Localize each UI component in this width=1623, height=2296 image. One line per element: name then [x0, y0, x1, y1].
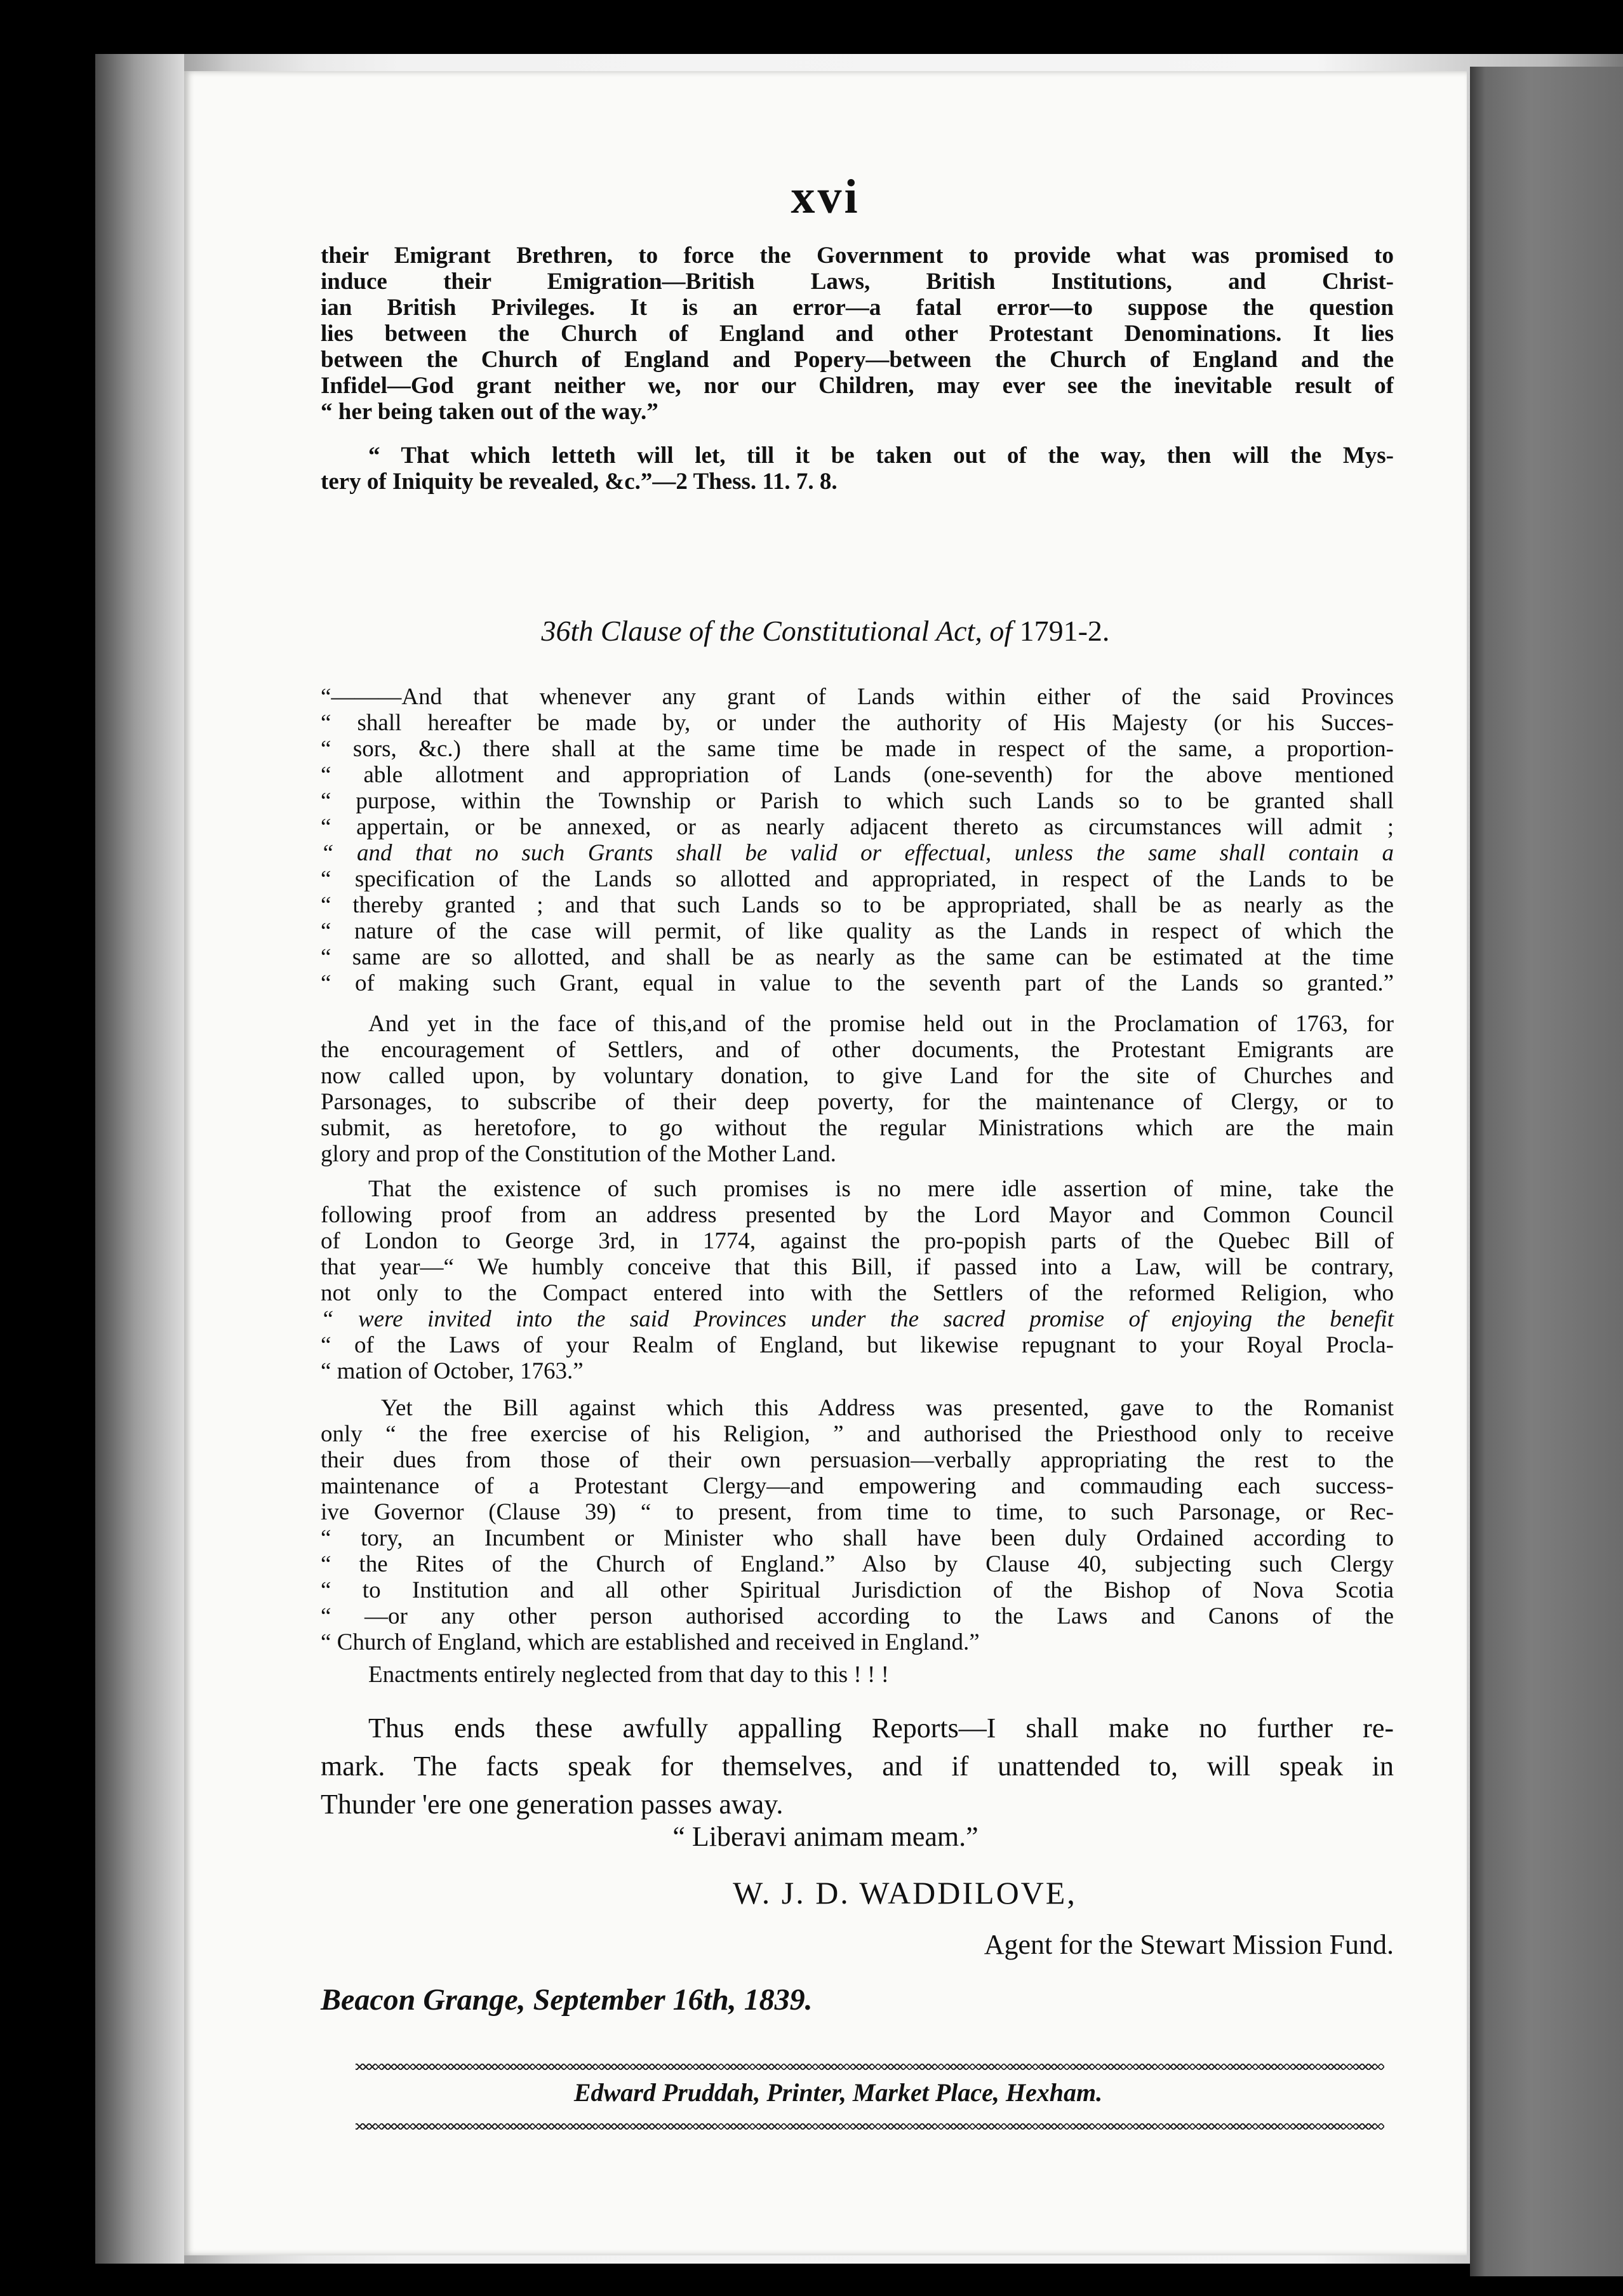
- next-page-edge: [1470, 67, 1623, 2276]
- closing-line: Thus ends these awfully appalling Reports—I shall make no further re-: [368, 1712, 1394, 1744]
- paragraph-line: “ mation of October, 1763.”: [321, 1358, 584, 1384]
- enactments-line: Enactments entirely neglected from that day to this ! ! !: [368, 1662, 889, 1688]
- intro-line: induce their Emigration—British Laws, British Institutions, and Christ-: [321, 269, 1394, 295]
- paragraph-line: only “ the free exercise of his Religion, ” and authorised the Priesthood only to receive: [321, 1421, 1394, 1447]
- paragraph-line: “ the Rites of the Church of England.” Also by Clause 40, subjecting such Clergy: [321, 1551, 1394, 1577]
- intro-line: between the Church of England and Popery—between the Church of England and the: [321, 347, 1394, 373]
- intro-line: their Emigrant Brethren, to force the Government to provide what was promised to: [321, 243, 1394, 269]
- paragraph-line: that year—“ We humbly conceive that this Bill, if passed into a Law, will be contrary,: [321, 1254, 1394, 1280]
- scripture-line: “ That which letteth will let, till it be taken out of the way, then will the Mys-: [368, 443, 1394, 469]
- wavy-rule-bottom: [356, 2123, 1384, 2130]
- paragraph-line: “ were invited into the said Provinces under the sacred promise of enjoying the benefit: [321, 1306, 1394, 1332]
- clause-line: “ nature of the case will permit, of like quality as the Lands in respect of which the: [321, 918, 1394, 944]
- paragraph-line: “ to Institution and all other Spiritual Jurisdiction of the Bishop of Nova Scotia: [321, 1577, 1394, 1603]
- paragraph-line: “ tory, an Incumbent or Minister who shall have been duly Ordained according to: [321, 1525, 1394, 1551]
- paragraph-line: their dues from those of their own persuasion—verbally appropriating the rest to the: [321, 1447, 1394, 1473]
- page-number: xvi: [791, 170, 860, 224]
- intro-paragraph: [321, 243, 1394, 425]
- intro-line: ian British Privileges. It is an error—a fatal error—to suppose the question: [321, 295, 1394, 321]
- clause-line: “ able allotment and appropriation of Lands (one-seventh) for the above mentioned: [321, 762, 1394, 788]
- paragraph-line: Parsonages, to subscribe of their deep poverty, for the maintenance of Clergy, or to: [321, 1089, 1394, 1115]
- paragraph-line: of London to George 3rd, in 1774, against the pro-popish parts of the Quebec Bill of: [321, 1228, 1394, 1254]
- paragraph-line: now called upon, by voluntary donation, to give Land for the site of Churches and: [321, 1063, 1394, 1089]
- clause-heading-text: 36th Clause of the Constitutional Act, of: [541, 615, 1013, 647]
- address-paragraph: [321, 1176, 1394, 1384]
- intro-line: “ her being taken out of the way.”: [321, 399, 658, 425]
- paragraph-line: ive Governor (Clause 39) “ to present, from time to time, to such Parsonage, or Rec-: [321, 1499, 1394, 1525]
- closing-paragraph: [321, 1709, 1394, 1824]
- clause-line: “ specification of the Lands so allotted and appropriated, in respect of the Lands to be: [321, 866, 1394, 892]
- paragraph-line: And yet in the face of this,and of the promise held out in the Proclamation of 1763, for: [368, 1011, 1394, 1037]
- clause-line: “———And that whenever any grant of Lands within either of the said Provinces: [321, 684, 1394, 710]
- paragraph-line: submit, as heretofore, to go without the regular Ministrations which are the main: [321, 1115, 1394, 1141]
- paragraph-line: not only to the Compact entered into with the Settlers of the reformed Religion, who: [321, 1280, 1394, 1306]
- document-page: [184, 71, 1467, 2255]
- wavy-rule-top: [356, 2064, 1384, 2070]
- clause-line: “ sors, &c.) there shall at the same time be made in respect of the same, a proportion-: [321, 736, 1394, 762]
- clause-heading-year: 1791-2.: [1019, 615, 1110, 647]
- clause-line: “ of making such Grant, equal in value to the seventh part of the Lands so granted.”: [321, 970, 1394, 996]
- author-signature: W. J. D. WADDILOVE,: [733, 1875, 1077, 1911]
- proclamation-paragraph: [321, 1011, 1394, 1167]
- closing-line: mark. The facts speak for themselves, and if unattended to, will speak in: [321, 1751, 1394, 1782]
- clause-quote: [321, 684, 1394, 996]
- paragraph-line: That the existence of such promises is no mere idle assertion of mine, take the: [368, 1176, 1394, 1202]
- scripture-line: tery of Iniquity be revealed, &c.”—2 Thess. 11. 7. 8.: [321, 469, 838, 495]
- paragraph-line: “ of the Laws of your Realm of England, but likewise repugnant to your Royal Procla-: [321, 1332, 1394, 1358]
- paragraph-line: Yet the Bill against which this Address was presented, gave to the Romanist: [381, 1395, 1394, 1421]
- clause-heading: [184, 614, 1467, 648]
- paragraph-line: the encouragement of Settlers, and of other documents, the Protestant Emigrants are: [321, 1037, 1394, 1063]
- clause-line: “ thereby granted ; and that such Lands so to be appropriated, shall be as nearly as the: [321, 892, 1394, 918]
- clause-line: “ same are so allotted, and shall be as nearly as the same can be estimated at the time: [321, 944, 1394, 970]
- paragraph-line: maintenance of a Protestant Clergy—and empowering and commauding each success-: [321, 1473, 1394, 1499]
- clause-line: “ purpose, within the Township or Parish to which such Lands so to be granted shall: [321, 788, 1394, 814]
- latin-motto: “ Liberavi animam meam.”: [672, 1821, 978, 1852]
- scripture-quote: [321, 443, 1394, 495]
- intro-line: Infidel—God grant neither we, nor our Children, may ever see the inevitable result of: [321, 373, 1394, 399]
- paragraph-line: following proof from an address presented by the Lord Mayor and Common Council: [321, 1202, 1394, 1228]
- book-spine-shadow: [95, 54, 184, 2264]
- paragraph-line: “ —or any other person authorised according to the Laws and Canons of the: [321, 1603, 1394, 1629]
- printer-imprint: Edward Pruddah, Printer, Market Place, Hexham.: [573, 2078, 1103, 2107]
- bill-paragraph: [321, 1395, 1394, 1655]
- intro-line: lies between the Church of England and other Protestant Denominations. It lies: [321, 321, 1394, 347]
- clause-line: “ appertain, or be annexed, or as nearly adjacent thereto as circumstances will admit ;: [321, 814, 1394, 840]
- closing-line: Thunder 'ere one generation passes away.: [321, 1789, 784, 1820]
- paragraph-line: glory and prop of the Constitution of the Mother Land.: [321, 1141, 836, 1167]
- paragraph-line: “ Church of England, which are established and received in England.”: [321, 1629, 980, 1655]
- author-role: Agent for the Stewart Mission Fund.: [984, 1929, 1394, 1960]
- clause-line: “ and that no such Grants shall be valid or effectual, unless the same shall contain a: [321, 840, 1394, 866]
- dateline: Beacon Grange, September 16th, 1839.: [321, 1983, 813, 2017]
- clause-line: “ shall hereafter be made by, or under the authority of His Majesty (or his Succes-: [321, 710, 1394, 736]
